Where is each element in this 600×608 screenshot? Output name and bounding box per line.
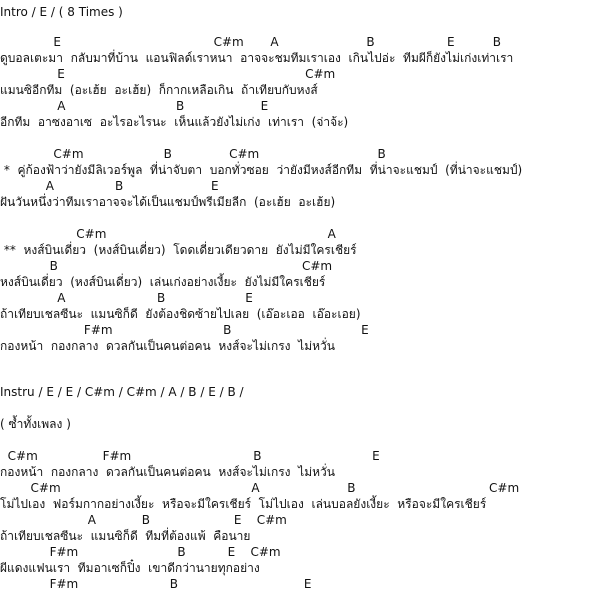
lyric-line: * คู่ก้องฟ้าว่ายังมีลิเวอร์พูล ที่น่าจับตา บอกทั่วซอย ว่ายังมีหงส์อีกทีม ที่น่าจะแชมป์ (ที่น่าจะแชมป์) <box>0 163 523 177</box>
chord-line: E C#m <box>0 67 336 81</box>
chord-line: กองหน้า กองกลาง ดวลกันเป็นคนต่อคน หงส์จะไม่เกรง ไม่หวั่น <box>0 465 335 479</box>
blank-line: Instru / E / E / C#m / C#m / A / B / E / B / <box>0 385 244 399</box>
lyric-line: A B E C#m <box>0 513 287 527</box>
blank-line: ( ซ้ำทั้งเพลง ) <box>0 417 71 431</box>
lyric-line: ดูบอลเตะมา กลับมาที่บ้าน แอนฟิลด์เราหนา อาจจะชมทีมเราเอง เกินไปอ่ะ ทีมผีก็ยังไม่เก่งเท่าเรา <box>0 51 514 65</box>
lyric-line: อีกทีม อาซงอาเซ อะไรอะไรนะ เห็นแล้วยังไม่เก่ง เท่าเรา (จ่าจ้ะ) <box>0 115 349 129</box>
chord-line: A B E <box>0 179 219 193</box>
lyric-line: ฝันวันหนึ่งว่าทีมเราอาจจะได้เป็นแชมป์พรีเมียลีก (อะเฮ้ย อะเฮ้ย) <box>0 195 336 209</box>
chord-line: B C#m <box>0 259 333 273</box>
lyric-line: C#m F#m B E <box>0 449 380 463</box>
intro-line: Intro / E / ( 8 Times ) <box>0 5 123 19</box>
chord-line: E C#m A B E B <box>0 35 501 49</box>
chord-line: C#m A <box>0 227 336 241</box>
lyric-line: ** หงส์บินเดี่ยว (หงส์บินเดี่ยว) โดดเดี่ยวเดียวดาย ยังไม่มีใครเชียร์ <box>0 243 357 257</box>
lyric-line: C#m A B C#m <box>0 481 520 495</box>
chord-line: A B E <box>0 99 269 113</box>
lyric-line: F#m B E <box>0 577 312 591</box>
chord-line: F#m B E <box>0 323 369 337</box>
lyric-line: แมนซิอีกทีม (อะเฮ้ย อะเฮ้ย) ก็กากเหลือเกิน ถ้าเทียบกับหงส์ <box>0 83 318 97</box>
lyric-line: ถ้าเทียบเชลซีนะ แมนซิก็ดี ยังต้องชิดซ้ายไปเลย (เอ๊อะเออ เอ๊อะเอย) <box>0 307 361 321</box>
chord-line: โม่ไปเอง ฟอร์มกากอย่างเงี้ยะ หรือจะมีใครเชียร์ โม่ไปเอง เล่นบอลยังเงี้ยะ หรือจะมีใครเชียร์ <box>0 497 487 511</box>
lyric-line: F#m B E C#m <box>0 545 281 559</box>
lyric-line: หงส์บินเดี่ยว (หงส์บินเดี่ยว) เล่นเก่งอย่างเงี้ยะ ยังไม่มีใครเชียร์ <box>0 275 326 289</box>
chord-line: ผีแดงแฟนเรา ทีมอาเซก็ปิ๋ง เขาดีกว่านายทุกอย่าง <box>0 561 260 575</box>
chord-line: A B E <box>0 291 253 305</box>
chord-line: ถ้าเทียบเชลซีนะ แมนซิก็ดี ทีมที่ต้องแพ้ คือนาย <box>0 529 251 543</box>
blank-line: กองหน้า กองกลาง ดวลกันเป็นคนต่อคน หงส์จะไม่เกรง ไม่หวั่น <box>0 339 335 353</box>
chord-line: C#m B C#m B <box>0 147 386 161</box>
